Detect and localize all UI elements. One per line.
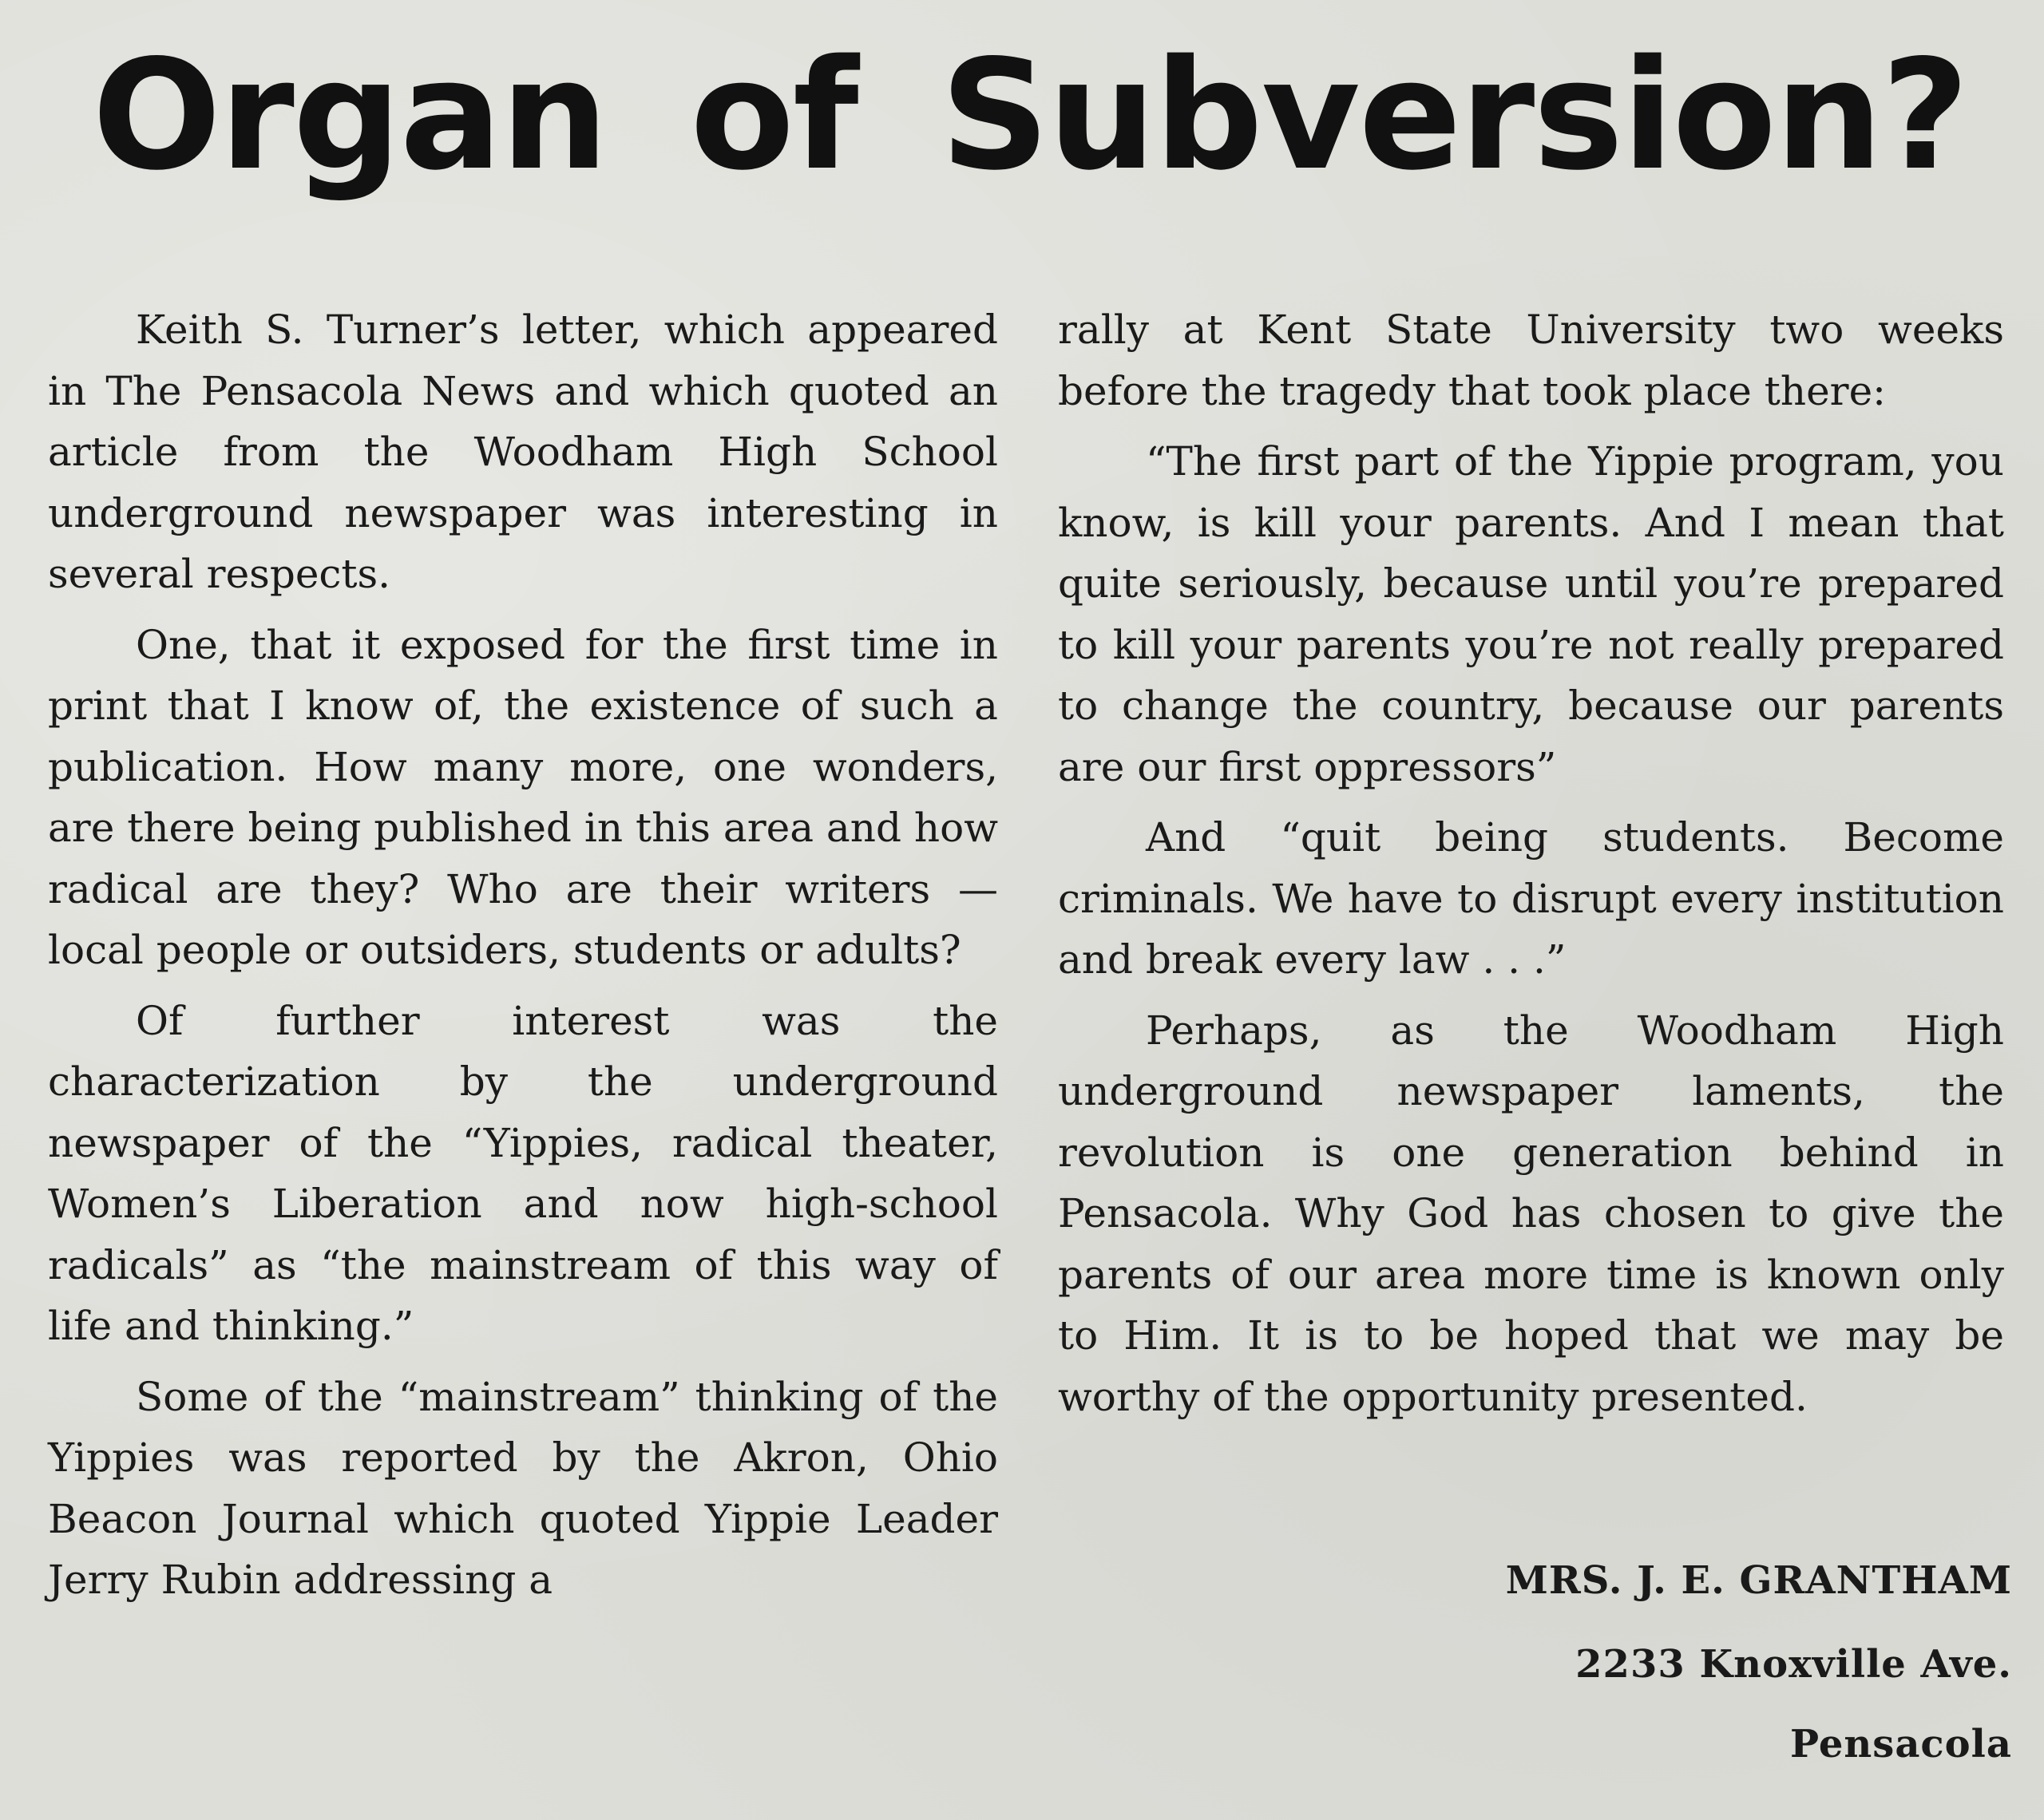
signature-address: 2233 Knoxville Ave.: [1575, 1642, 2012, 1687]
paragraph: Keith S. Turner’s letter, which appeared in The Pensacola News and which quoted an article from the Woodham High School underground newspaper was interesting in several respects.: [48, 307, 998, 597]
right-column: [1058, 299, 2004, 1437]
paragraph: Of further interest was the characterization by the underground newspaper of the “Yippies, radical theater, Women’s Liberation and now high-school radicals” as “the mainstream of this way of life and thinking.”: [48, 997, 998, 1349]
paragraph: Some of the “mainstream” thinking of the Yippies was reported by the Akron, Ohio Beacon Journal which quoted Yippie Leader Jerry Rubin addressing a: [48, 1373, 998, 1603]
headline: Organ of Subversion?: [92, 27, 1968, 204]
left-column: [48, 299, 998, 1620]
paragraph: And “quit being students. Become criminals. We have to disrupt every institution and break every law . . .”: [1058, 814, 2004, 983]
paragraph: One, that it exposed for the first time in print that I know of, the existence of such a publication. How many more, one wonders, are there being published in this area and how radical are they? Who are their writers — local people or outsiders, students or adults?: [48, 621, 998, 973]
paragraph-continued: rally at Kent State University two weeks before the tragedy that took place there:: [1058, 307, 2004, 414]
signature-city: Pensacola: [1790, 1722, 2012, 1767]
paragraph: Perhaps, as the Woodham High underground newspaper laments, the revolution is one generation behind in Pensacola. Why God has chosen to give the parents of our area more time is known only to Him. It is to be hoped that we may be worthy of the opportunity presented.: [1058, 1007, 2004, 1420]
paragraph: “The first part of the Yippie program, you know, is kill your parents. And I mean that quite seriously, because until you’re prepared to kill your parents you’re not really prepared to change the country, because our parents are our first oppressors”: [1058, 438, 2004, 790]
signature-name: MRS. J. E. GRANTHAM: [1505, 1558, 2012, 1603]
